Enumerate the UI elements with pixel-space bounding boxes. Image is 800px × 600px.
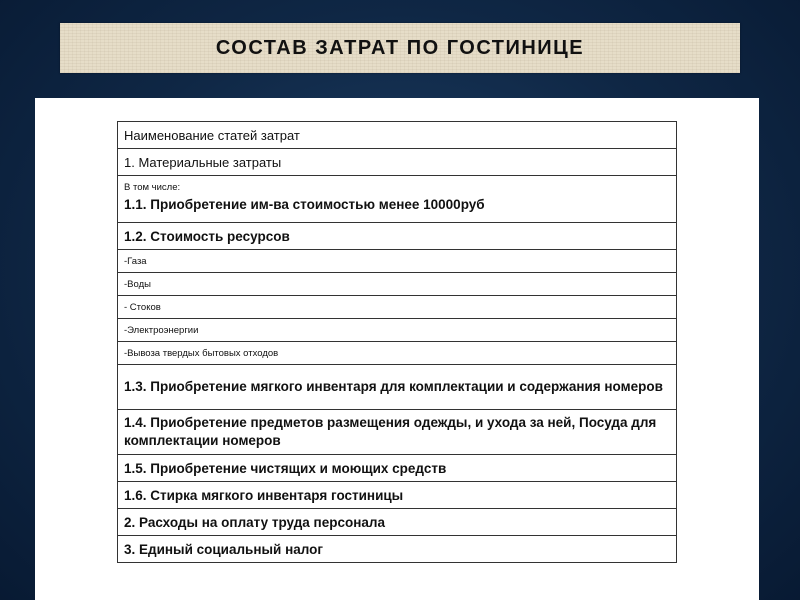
table-cell: 1.5. Приобретение чистящих и моющих средств bbox=[118, 455, 677, 482]
table-row bbox=[118, 296, 677, 319]
table-row bbox=[118, 410, 677, 455]
table-row bbox=[118, 536, 677, 563]
table-header-row bbox=[118, 122, 677, 149]
table-cell: 1.3. Приобретение мягкого инвентаря для комплектации и содержания номеров bbox=[118, 365, 677, 410]
table-row bbox=[118, 342, 677, 365]
table-cell: 1.4. Приобретение предметов размещения одежды, и ухода за ней, Посуда для комплектации номеров bbox=[118, 410, 677, 455]
table-row bbox=[118, 273, 677, 296]
table-row bbox=[118, 149, 677, 176]
table-row bbox=[118, 176, 677, 223]
content-panel bbox=[35, 98, 759, 600]
table-cell: -Газа bbox=[118, 250, 677, 273]
table-row bbox=[118, 250, 677, 273]
table-cell: -Вывоза твердых бытовых отходов bbox=[118, 342, 677, 365]
table-row bbox=[118, 319, 677, 342]
table-row bbox=[118, 223, 677, 250]
table-cell: 1.6. Стирка мягкого инвентаря гостиницы bbox=[118, 482, 677, 509]
table-cell bbox=[118, 176, 677, 223]
cost-items-table bbox=[117, 121, 677, 563]
table-header-cell: Наименование статей затрат bbox=[118, 122, 677, 149]
table-row bbox=[118, 509, 677, 536]
table-cell: -Электроэнергии bbox=[118, 319, 677, 342]
table-row bbox=[118, 365, 677, 410]
table-row bbox=[118, 455, 677, 482]
table-cell-text: 1.1. Приобретение им-ва стоимостью менее 10000руб bbox=[124, 197, 485, 212]
including-note: В том числе: bbox=[124, 182, 181, 193]
table-cell: -Воды bbox=[118, 273, 677, 296]
slide-title-band bbox=[60, 23, 740, 73]
table-cell: 3. Единый социальный налог bbox=[118, 536, 677, 563]
table-cell: 1. Материальные затраты bbox=[118, 149, 677, 176]
table-cell: 1.2. Стоимость ресурсов bbox=[118, 223, 677, 250]
slide-title: СОСТАВ ЗАТРАТ ПО ГОСТИНИЦЕ bbox=[215, 36, 585, 59]
table-row bbox=[118, 482, 677, 509]
table-cell: - Стоков bbox=[118, 296, 677, 319]
table-cell: 2. Расходы на оплату труда персонала bbox=[118, 509, 677, 536]
